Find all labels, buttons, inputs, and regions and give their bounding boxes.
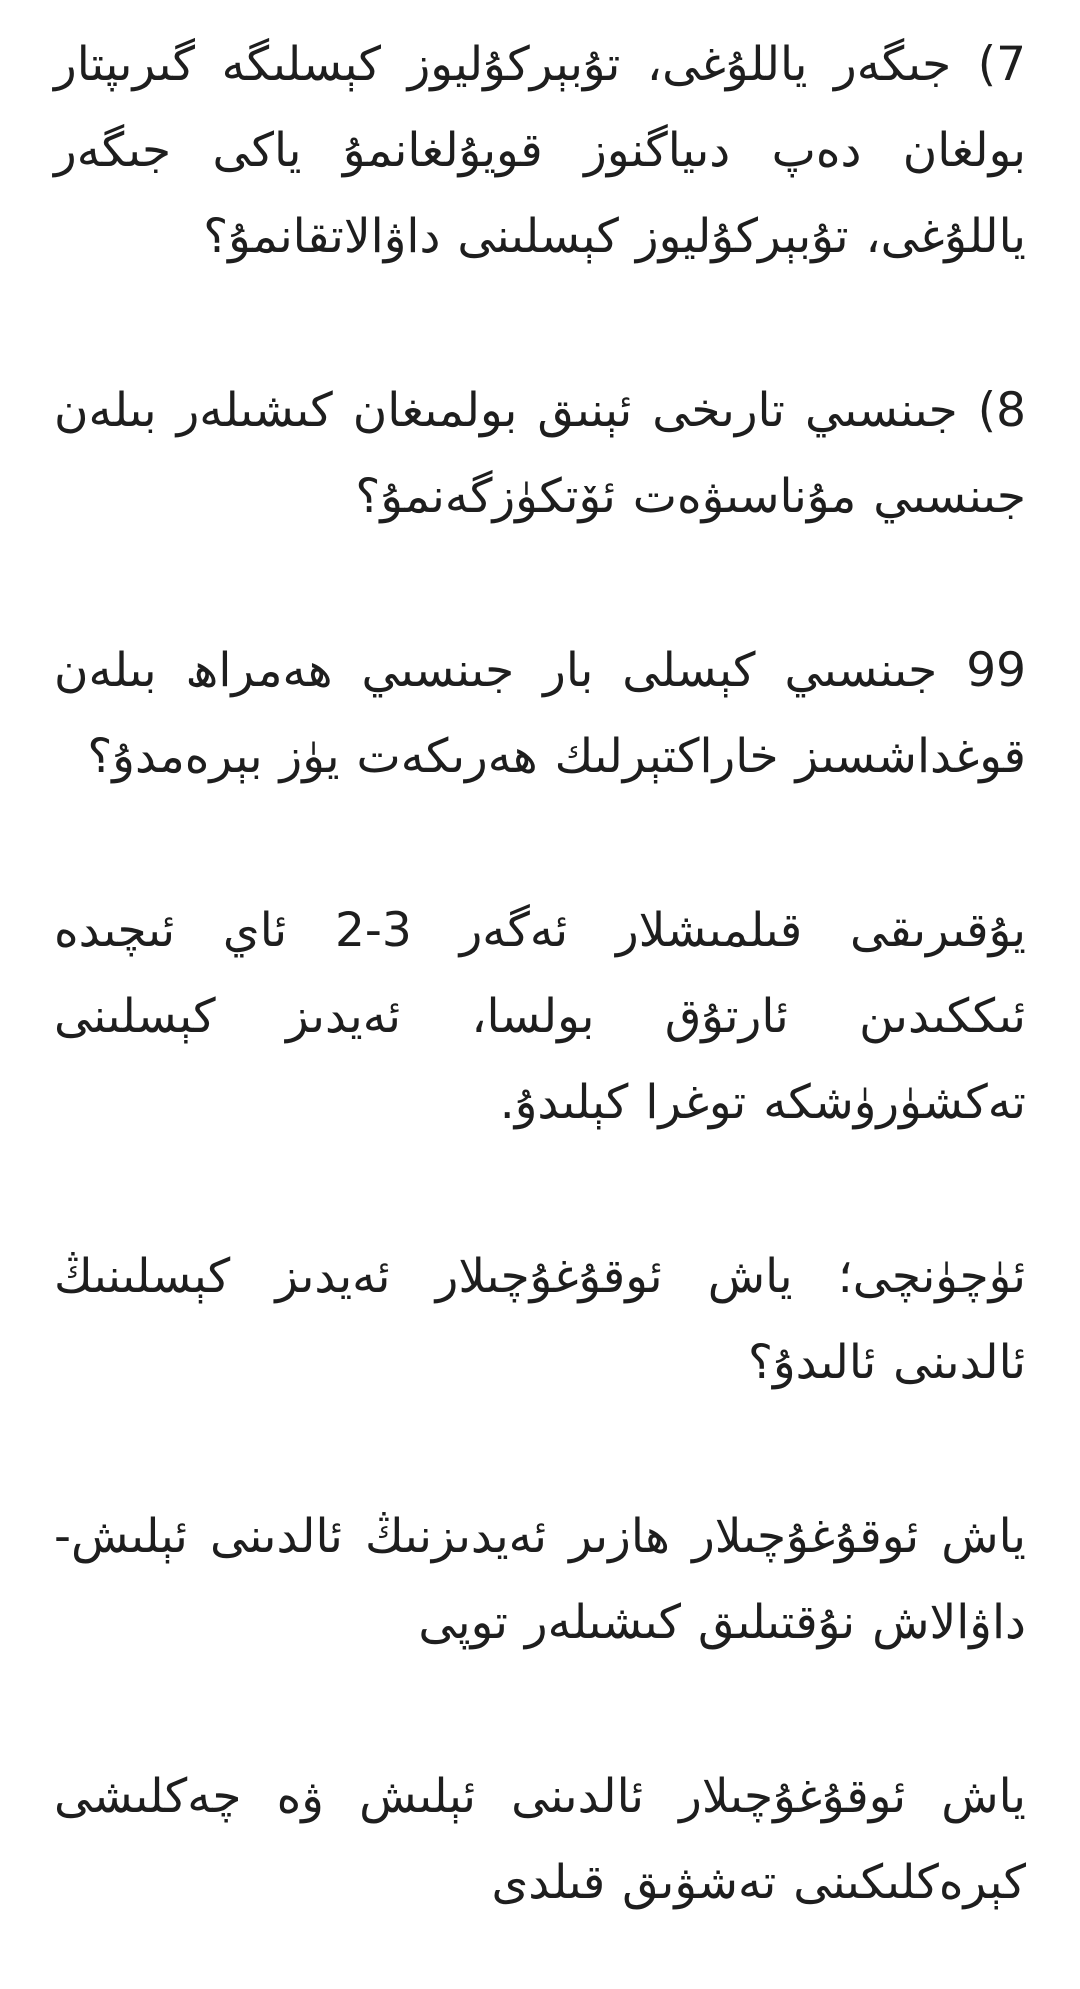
paragraph-hepatitis-tb: 7) جىگەر ياللۇغى، تۇبېركۇليوز كېسلىگە گىرىپتار بولغان دەپ دىياگنوز قويۇلغانمۇ ياكى جىگەر ياللۇغى، تۇبېركۇليوز كېسلىنى داۋالاتقانمۇ؟ [54,37,1026,264]
paragraph-key-population: ياش ئوقۇغۇچىلار ھازىر ئەيدىزنىڭ ئالدىنى ئېلىش-داۋالاش نۇقتىلىق كىشىلەر توپى [54,1509,1026,1650]
paragraph-unknown-partners: 8) جىنسىي تارىخى ئېنىق بولمىغان كىشىلەر بىلەن جىنسىي مۇناسىۋەت ئۆتكۈزگەنمۇ؟ [54,383,1026,524]
paragraph-promotion: ياش ئوقۇغۇچىلار ئالدىنى ئېلىش ۋە چەكلىشى كېرەكلىكىنى تەشۋىق قىلدى [54,1769,1026,1910]
paragraph-unprotected-contact: 99 جىنسىي كېسلى بار جىنسىي ھەمراھ بىلەن قوغداشسىز خاراكتېرلىك ھەرىكەت يۈز بېرەمدۇ؟ [54,643,1026,784]
paragraph-third-prevention: ئۈچۈنچى؛ ياش ئوقۇغۇچىلار ئەيدىز كېسلىنىڭ ئالدىنى ئالىدۇ؟ [54,1249,1026,1390]
paragraph-testing-advice: يۇقىرىقى قىلمىشلار ئەگەر 3-2 ئاي ئىچىدە ئىككىدىن ئارتۇق بولسا، ئەيدىز كېسلىنى تەكشۈرۈشكە توغرا كېلىدۇ. [54,903,1027,1130]
